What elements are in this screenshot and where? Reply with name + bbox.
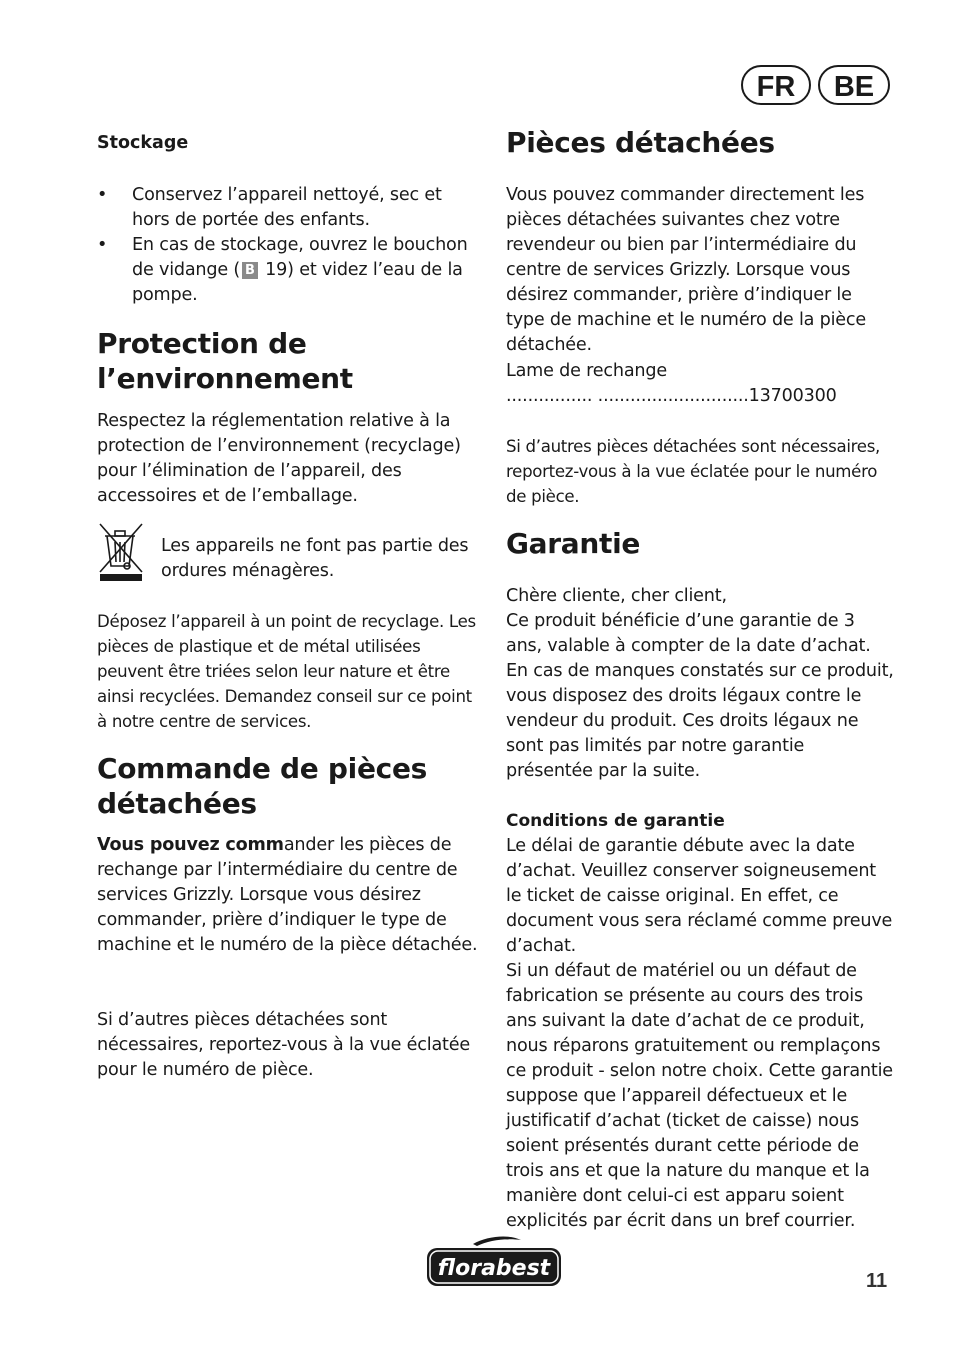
storage-list: [97, 183, 482, 308]
warranty-conditions-paragraph-1: Le délai de garantie débute avec la date d’achat. Veuillez conserver soigneusement le ticket de caisse original. En effet, ce document vous sera réclamé comme preuve d’achat.: [506, 836, 893, 956]
spare-parts-note: Si d’autres pièces détachées sont nécessaires, reportez-vous à la vue éclatée pour le numéro de pièce.: [506, 437, 881, 506]
figure-b-badge: B: [242, 262, 258, 279]
warranty-greeting: Chère cliente, cher client,: [506, 586, 727, 606]
language-badge-fr: FR: [741, 65, 811, 105]
language-badge-be: BE: [818, 65, 890, 105]
storage-bullet-1: • Conservez l’appareil nettoyé, sec et hors de portée des enfants.: [97, 185, 442, 230]
crossed-out-bin-icon: [97, 522, 145, 584]
page-number: 11: [866, 1270, 888, 1292]
storage-heading: Stockage: [97, 133, 189, 153]
storage-bullet-2: • En cas de stockage, ouvrez le bouchon de vidange ( B 19) et videz l’eau de la pompe.: [97, 235, 468, 305]
warranty-heading: Garantie: [506, 527, 641, 560]
warranty-conditions-heading: Conditions de garantie: [506, 811, 725, 831]
florabest-logo: [425, 1234, 563, 1290]
warranty-conditions-paragraph-2: Si un défaut de matériel ou un défaut de fabrication se présente au cours des trois ans suivant la date d’achat de ce produit, nous réparons gratuitement ou remplaçons ce produit - selon notre choix. Cette garantie suppose que l’appareil défectueux et le justificatif d’achat (ticket de caisse) nous soient présentés durant cette période de trois ans et que la nature du manque et la manière dont celui-ci est apparu soient explicités par écrit dans un bref courrier.: [506, 961, 893, 1231]
recycling-paragraph: Déposez l’appareil à un point de recyclage. Les pièces de plastique et de métal utilisées peuvent être triées selon leur nature et être ainsi recyclées. Demandez conseil sur ce point à notre centre de services.: [97, 612, 476, 731]
logo-text: florabest: [437, 1256, 551, 1281]
spare-order-paragraph: Vous pouvez commander les pièces de rechange par l’intermédiaire du centre de services Grizzly. Lorsque vous désirez commander, prière d’indiquer le type de machine et le numéro de la pièce détachée.: [97, 835, 478, 955]
blade-leader-dots: ................ ............................: [506, 386, 749, 406]
spare-parts-paragraph: Vous pouvez commander directement les pièces détachées suivantes chez votre revendeur ou bien par l’intermédiaire du centre de services Grizzly. Lorsque vous désirez commander, prière d’indiquer le type de machine et le numéro de la pièce détachée.: [506, 185, 866, 355]
blade-part-number: 13700300: [748, 386, 837, 406]
spare-order-note: Si d’autres pièces détachées sont nécessaires, reportez-vous à la vue éclatée pour le numéro de pièce.: [97, 1010, 470, 1080]
environment-heading: Protection de l’environnement: [97, 327, 353, 395]
warranty-paragraph: Ce produit bénéficie d’une garantie de 3 ans, valable à compter de la date d’achat. En cas de manques constatés sur ce produit, vous disposez des droits légaux contre le vendeur du produit. Ces droits légaux ne sont pas limités par notre garantie présentée par la suite.: [506, 611, 894, 781]
blade-part-line: [506, 384, 894, 409]
spare-order-heading: Commande de pièces détachées: [97, 752, 428, 820]
blade-label: Lame de rechange: [506, 361, 667, 381]
weee-note: Les appareils ne font pas partie des ordures ménagères.: [161, 536, 469, 581]
spare-parts-heading: Pièces détachées: [506, 126, 775, 159]
environment-paragraph: Respectez la réglementation relative à la protection de l’environnement (recyclage) pour l’élimination de l’appareil, des accessoires et de l’emballage.: [97, 411, 461, 506]
